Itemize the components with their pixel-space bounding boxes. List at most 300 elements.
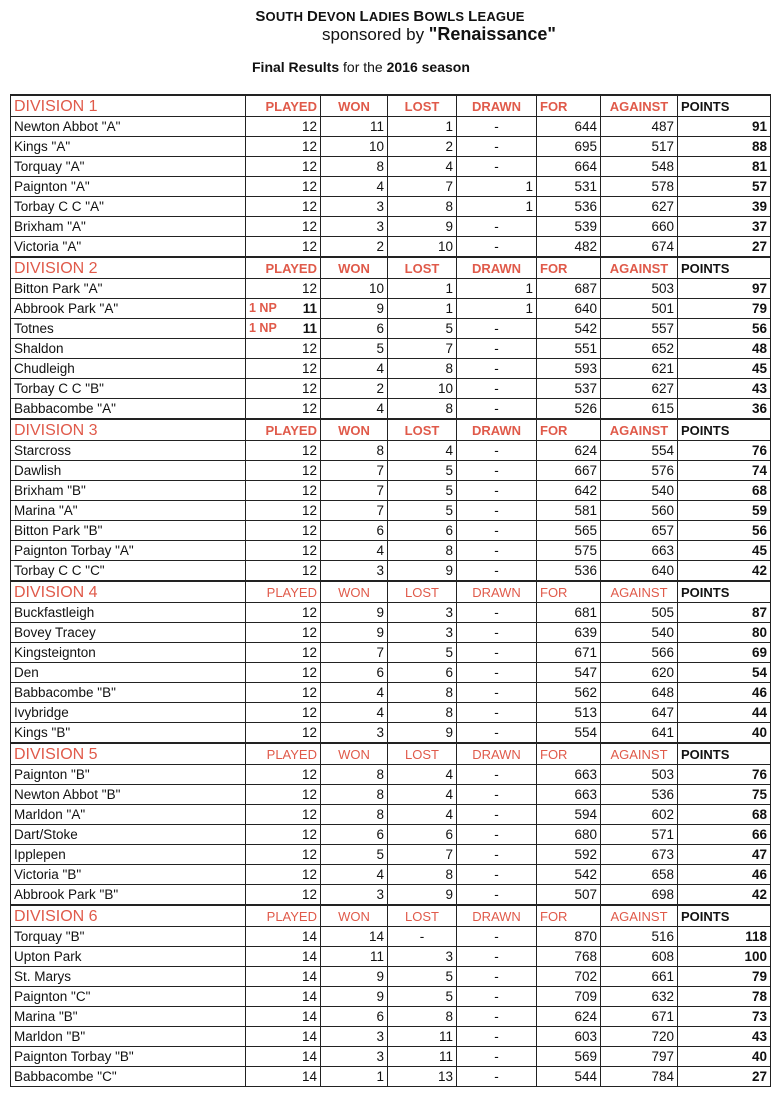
cell-points: 36 — [678, 399, 771, 420]
cell-played: 12 — [246, 885, 321, 906]
team-name: Marldon "B" — [11, 1027, 246, 1047]
cell-played: 12 — [246, 785, 321, 805]
cell-for: 526 — [537, 399, 601, 420]
cell-drawn: 1 — [457, 197, 537, 217]
team-name: Shaldon — [11, 339, 246, 359]
cell-against: 671 — [601, 1007, 678, 1027]
cell-drawn: - — [457, 845, 537, 865]
cell-for: 542 — [537, 865, 601, 885]
cell-for: 536 — [537, 197, 601, 217]
table-row — [11, 623, 771, 643]
cell-drawn: 1 — [457, 299, 537, 319]
cell-played: 12 — [246, 603, 321, 623]
cell-against: 632 — [601, 987, 678, 1007]
cell-won: 6 — [321, 663, 388, 683]
cell-points: 39 — [678, 197, 771, 217]
column-header-against: AGAINST — [601, 95, 678, 117]
cell-drawn: - — [457, 805, 537, 825]
cell-lost: 5 — [388, 481, 457, 501]
cell-won: 8 — [321, 157, 388, 177]
cell-played: 12 — [246, 461, 321, 481]
league-title: SOUTH DEVON LADIES BOWLS LEAGUE — [255, 8, 525, 25]
team-name: Upton Park — [11, 947, 246, 967]
cell-points: 42 — [678, 561, 771, 582]
column-header-for: FOR — [537, 95, 601, 117]
cell-for: 681 — [537, 603, 601, 623]
cell-won: 2 — [321, 237, 388, 258]
cell-lost: 8 — [388, 865, 457, 885]
cell-played: 14 — [246, 947, 321, 967]
cell-played: 12 — [246, 117, 321, 137]
cell-played: 12 — [246, 197, 321, 217]
table-row — [11, 1067, 771, 1087]
cell-points: 68 — [678, 481, 771, 501]
cell-against: 627 — [601, 197, 678, 217]
cell-played: 12 — [246, 683, 321, 703]
column-header-against: AGAINST — [601, 905, 678, 927]
cell-for: 639 — [537, 623, 601, 643]
table-row — [11, 299, 771, 319]
cell-for: 624 — [537, 441, 601, 461]
cell-lost: 4 — [388, 157, 457, 177]
cell-won: 4 — [321, 399, 388, 420]
cell-for: 575 — [537, 541, 601, 561]
cell-points: 27 — [678, 1067, 771, 1087]
cell-points: 118 — [678, 927, 771, 947]
cell-for: 667 — [537, 461, 601, 481]
table-row — [11, 157, 771, 177]
cell-won: 11 — [321, 117, 388, 137]
cell-played: 12 — [246, 825, 321, 845]
team-name: Torquay "A" — [11, 157, 246, 177]
team-name: Abbrook Park "B" — [11, 885, 246, 906]
cell-against: 720 — [601, 1027, 678, 1047]
cell-for: 592 — [537, 845, 601, 865]
cell-against: 554 — [601, 441, 678, 461]
cell-for: 539 — [537, 217, 601, 237]
cell-played: 12 — [246, 845, 321, 865]
cell-drawn: - — [457, 603, 537, 623]
cell-points: 42 — [678, 885, 771, 906]
table-row — [11, 379, 771, 399]
cell-lost: 2 — [388, 137, 457, 157]
cell-lost: 13 — [388, 1067, 457, 1087]
column-header-drawn: DRAWN — [457, 95, 537, 117]
cell-played: 14 — [246, 1007, 321, 1027]
cell-lost: 5 — [388, 643, 457, 663]
cell-lost: 3 — [388, 623, 457, 643]
cell-played: 12 — [246, 157, 321, 177]
cell-for: 531 — [537, 177, 601, 197]
team-name: Torbay C C "B" — [11, 379, 246, 399]
played-value: 11 — [302, 301, 317, 316]
cell-lost: 7 — [388, 845, 457, 865]
cell-points: 81 — [678, 157, 771, 177]
cell-for: 663 — [537, 765, 601, 785]
division-header-row — [11, 581, 771, 603]
cell-points: 76 — [678, 765, 771, 785]
cell-lost: 5 — [388, 967, 457, 987]
cell-played: 12 — [246, 663, 321, 683]
cell-won: 6 — [321, 521, 388, 541]
cell-for: 644 — [537, 117, 601, 137]
team-name: Marina "A" — [11, 501, 246, 521]
table-row — [11, 865, 771, 885]
cell-points: 78 — [678, 987, 771, 1007]
cell-against: 516 — [601, 927, 678, 947]
cell-against: 641 — [601, 723, 678, 744]
cell-for: 551 — [537, 339, 601, 359]
cell-points: 76 — [678, 441, 771, 461]
cell-won: 3 — [321, 1027, 388, 1047]
division-name: DIVISION 1 — [11, 95, 246, 117]
cell-against: 576 — [601, 461, 678, 481]
cell-for: 542 — [537, 319, 601, 339]
cell-played: 12 — [246, 521, 321, 541]
column-header-for: FOR — [537, 743, 601, 765]
cell-played: 12 — [246, 541, 321, 561]
cell-drawn: - — [457, 441, 537, 461]
column-header-drawn: DRAWN — [457, 581, 537, 603]
cell-against: 536 — [601, 785, 678, 805]
table-row — [11, 825, 771, 845]
column-header-won: WON — [321, 95, 388, 117]
cell-drawn: - — [457, 623, 537, 643]
team-name: Dart/Stoke — [11, 825, 246, 845]
cell-drawn: - — [457, 967, 537, 987]
cell-against: 620 — [601, 663, 678, 683]
column-header-won: WON — [321, 743, 388, 765]
cell-lost: 8 — [388, 359, 457, 379]
column-header-drawn: DRAWN — [457, 905, 537, 927]
cell-for: 547 — [537, 663, 601, 683]
cell-for: 562 — [537, 683, 601, 703]
table-row — [11, 703, 771, 723]
cell-for: 594 — [537, 805, 601, 825]
cell-for: 642 — [537, 481, 601, 501]
cell-played: 12 — [246, 279, 321, 299]
cell-lost: - — [388, 927, 457, 947]
cell-lost: 4 — [388, 441, 457, 461]
cell-points: 88 — [678, 137, 771, 157]
cell-points: 54 — [678, 663, 771, 683]
cell-won: 9 — [321, 987, 388, 1007]
team-name: Marldon "A" — [11, 805, 246, 825]
team-name: Bovey Tracey — [11, 623, 246, 643]
table-row — [11, 339, 771, 359]
team-name: Paignton "B" — [11, 765, 246, 785]
cell-played: 12 — [246, 865, 321, 885]
cell-won: 6 — [321, 825, 388, 845]
cell-drawn: - — [457, 865, 537, 885]
table-row — [11, 359, 771, 379]
cell-against: 647 — [601, 703, 678, 723]
cell-lost: 4 — [388, 765, 457, 785]
cell-won: 1 — [321, 1067, 388, 1087]
team-name: Torquay "B" — [11, 927, 246, 947]
cell-won: 11 — [321, 947, 388, 967]
cell-played — [246, 299, 321, 319]
cell-played: 12 — [246, 137, 321, 157]
cell-against: 560 — [601, 501, 678, 521]
cell-lost: 11 — [388, 1027, 457, 1047]
cell-points: 48 — [678, 339, 771, 359]
cell-won: 10 — [321, 279, 388, 299]
cell-drawn: - — [457, 643, 537, 663]
cell-for: 709 — [537, 987, 601, 1007]
team-name: Torbay C C "A" — [11, 197, 246, 217]
cell-against: 652 — [601, 339, 678, 359]
column-header-points: POINTS — [678, 95, 771, 117]
cell-won: 3 — [321, 1047, 388, 1067]
cell-points: 43 — [678, 1027, 771, 1047]
cell-drawn: - — [457, 137, 537, 157]
table-row — [11, 967, 771, 987]
team-name: Kings "A" — [11, 137, 246, 157]
cell-drawn: - — [457, 723, 537, 744]
cell-lost: 9 — [388, 885, 457, 906]
cell-won: 6 — [321, 1007, 388, 1027]
column-header-played: PLAYED — [246, 743, 321, 765]
table-row — [11, 683, 771, 703]
cell-against: 674 — [601, 237, 678, 258]
cell-points: 56 — [678, 319, 771, 339]
column-header-points: POINTS — [678, 743, 771, 765]
cell-against: 698 — [601, 885, 678, 906]
cell-drawn: - — [457, 339, 537, 359]
cell-against: 557 — [601, 319, 678, 339]
cell-for: 507 — [537, 885, 601, 906]
team-name: Ipplepen — [11, 845, 246, 865]
cell-points: 74 — [678, 461, 771, 481]
cell-points: 79 — [678, 967, 771, 987]
cell-won: 14 — [321, 927, 388, 947]
not-played-note: 1 NP — [249, 301, 277, 315]
team-name: Babbacombe "C" — [11, 1067, 246, 1087]
cell-lost: 7 — [388, 339, 457, 359]
cell-drawn: - — [457, 1027, 537, 1047]
cell-won: 5 — [321, 845, 388, 865]
team-name: Paignton "A" — [11, 177, 246, 197]
cell-for: 544 — [537, 1067, 601, 1087]
team-name: Newton Abbot "B" — [11, 785, 246, 805]
cell-won: 7 — [321, 643, 388, 663]
cell-points: 59 — [678, 501, 771, 521]
cell-drawn: - — [457, 885, 537, 906]
cell-won: 4 — [321, 865, 388, 885]
cell-against: 517 — [601, 137, 678, 157]
cell-against: 627 — [601, 379, 678, 399]
cell-played — [246, 319, 321, 339]
cell-against: 673 — [601, 845, 678, 865]
table-row — [11, 237, 771, 258]
table-row — [11, 279, 771, 299]
column-header-points: POINTS — [678, 419, 771, 441]
table-row — [11, 561, 771, 582]
cell-played: 12 — [246, 441, 321, 461]
cell-against: 548 — [601, 157, 678, 177]
table-row — [11, 603, 771, 623]
cell-played: 12 — [246, 399, 321, 420]
cell-lost: 5 — [388, 319, 457, 339]
cell-won: 3 — [321, 723, 388, 744]
cell-lost: 5 — [388, 501, 457, 521]
cell-played: 12 — [246, 561, 321, 582]
cell-drawn: - — [457, 541, 537, 561]
cell-for: 768 — [537, 947, 601, 967]
column-header-for: FOR — [537, 581, 601, 603]
cell-won: 8 — [321, 785, 388, 805]
team-name: Brixham "B" — [11, 481, 246, 501]
cell-won: 10 — [321, 137, 388, 157]
table-row — [11, 441, 771, 461]
division-name: DIVISION 3 — [11, 419, 246, 441]
cell-played: 14 — [246, 987, 321, 1007]
table-row — [11, 845, 771, 865]
cell-won: 7 — [321, 461, 388, 481]
table-row — [11, 1027, 771, 1047]
table-row — [11, 643, 771, 663]
cell-won: 5 — [321, 339, 388, 359]
cell-against: 505 — [601, 603, 678, 623]
cell-for: 537 — [537, 379, 601, 399]
cell-drawn: - — [457, 461, 537, 481]
cell-for: 695 — [537, 137, 601, 157]
cell-played: 12 — [246, 623, 321, 643]
division-header-row — [11, 95, 771, 117]
team-name: Chudleigh — [11, 359, 246, 379]
cell-played: 12 — [246, 703, 321, 723]
cell-points: 47 — [678, 845, 771, 865]
division-name: DIVISION 6 — [11, 905, 246, 927]
column-header-lost: LOST — [388, 95, 457, 117]
cell-lost: 10 — [388, 379, 457, 399]
cell-drawn: - — [457, 683, 537, 703]
team-name: Paignton Torbay "B" — [11, 1047, 246, 1067]
column-header-lost: LOST — [388, 581, 457, 603]
cell-lost: 8 — [388, 1007, 457, 1027]
table-row — [11, 885, 771, 906]
cell-played: 12 — [246, 339, 321, 359]
cell-drawn: - — [457, 117, 537, 137]
cell-lost: 8 — [388, 399, 457, 420]
cell-lost: 9 — [388, 561, 457, 582]
table-row — [11, 723, 771, 744]
cell-against: 658 — [601, 865, 678, 885]
cell-points: 40 — [678, 1047, 771, 1067]
cell-lost: 7 — [388, 177, 457, 197]
table-row — [11, 217, 771, 237]
not-played-note: 1 NP — [249, 321, 277, 335]
cell-drawn: - — [457, 217, 537, 237]
table-row — [11, 461, 771, 481]
cell-lost: 8 — [388, 683, 457, 703]
table-row — [11, 117, 771, 137]
team-name: Kings "B" — [11, 723, 246, 744]
cell-points: 73 — [678, 1007, 771, 1027]
cell-against: 566 — [601, 643, 678, 663]
cell-lost: 3 — [388, 603, 457, 623]
cell-played: 12 — [246, 765, 321, 785]
cell-for: 870 — [537, 927, 601, 947]
cell-won: 9 — [321, 623, 388, 643]
team-name: Victoria "B" — [11, 865, 246, 885]
cell-drawn: - — [457, 481, 537, 501]
cell-points: 80 — [678, 623, 771, 643]
team-name: Totnes — [11, 319, 246, 339]
results-table — [10, 94, 771, 1087]
column-header-won: WON — [321, 581, 388, 603]
cell-for: 593 — [537, 359, 601, 379]
cell-won: 7 — [321, 481, 388, 501]
table-row — [11, 785, 771, 805]
cell-for: 513 — [537, 703, 601, 723]
team-name: Newton Abbot "A" — [11, 117, 246, 137]
cell-for: 624 — [537, 1007, 601, 1027]
cell-played: 14 — [246, 1047, 321, 1067]
cell-lost: 1 — [388, 299, 457, 319]
cell-drawn: - — [457, 1067, 537, 1087]
column-header-drawn: DRAWN — [457, 419, 537, 441]
cell-against: 657 — [601, 521, 678, 541]
cell-won: 4 — [321, 359, 388, 379]
column-header-played: PLAYED — [246, 257, 321, 279]
cell-won: 8 — [321, 765, 388, 785]
cell-won: 7 — [321, 501, 388, 521]
cell-won: 3 — [321, 217, 388, 237]
column-header-lost: LOST — [388, 743, 457, 765]
cell-drawn: - — [457, 157, 537, 177]
cell-lost: 9 — [388, 217, 457, 237]
team-name: St. Marys — [11, 967, 246, 987]
cell-points: 87 — [678, 603, 771, 623]
cell-against: 503 — [601, 279, 678, 299]
column-header-for: FOR — [537, 419, 601, 441]
cell-against: 501 — [601, 299, 678, 319]
cell-against: 648 — [601, 683, 678, 703]
cell-drawn: - — [457, 379, 537, 399]
column-header-drawn: DRAWN — [457, 743, 537, 765]
cell-against: 540 — [601, 623, 678, 643]
team-name: Den — [11, 663, 246, 683]
cell-for: 687 — [537, 279, 601, 299]
column-header-played: PLAYED — [246, 419, 321, 441]
team-name: Torbay C C "C" — [11, 561, 246, 582]
division-header-row — [11, 905, 771, 927]
cell-for: 640 — [537, 299, 601, 319]
table-row — [11, 805, 771, 825]
cell-drawn: 1 — [457, 177, 537, 197]
cell-against: 621 — [601, 359, 678, 379]
cell-won: 8 — [321, 441, 388, 461]
cell-lost: 5 — [388, 987, 457, 1007]
cell-points: 27 — [678, 237, 771, 258]
cell-played: 12 — [246, 501, 321, 521]
team-name: Dawlish — [11, 461, 246, 481]
team-name: Bitton Park "B" — [11, 521, 246, 541]
cell-for: 536 — [537, 561, 601, 582]
team-name: Paignton Torbay "A" — [11, 541, 246, 561]
cell-points: 68 — [678, 805, 771, 825]
column-header-played: PLAYED — [246, 95, 321, 117]
cell-lost: 4 — [388, 805, 457, 825]
cell-lost: 1 — [388, 117, 457, 137]
cell-played: 14 — [246, 1067, 321, 1087]
division-name: DIVISION 4 — [11, 581, 246, 603]
cell-played: 12 — [246, 481, 321, 501]
cell-points: 40 — [678, 723, 771, 744]
column-header-against: AGAINST — [601, 743, 678, 765]
